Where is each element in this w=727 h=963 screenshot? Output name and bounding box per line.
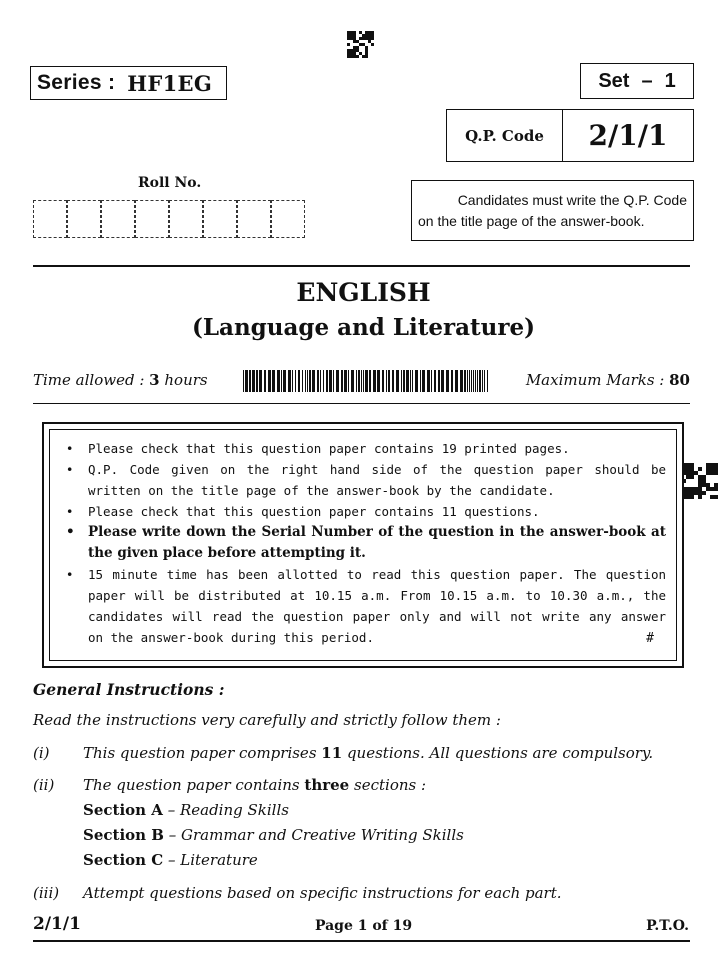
section-a-line: Section A – Reading Skills [83,801,289,819]
qr-code-side [682,463,718,499]
paper-title: ENGLISH [296,278,431,307]
section-c-line: Section C – Literature [83,851,258,869]
series-label: Series : [37,71,116,94]
qp-code-box [446,109,694,162]
qp-code-label: Q.P. Code [447,110,563,161]
time-label: Time allowed : [33,371,145,389]
section-b-line: Section B – Grammar and Creative Writing Skills [83,826,464,844]
roll-no-box [237,200,271,238]
series-box [30,66,227,100]
note-line-2: on the title page of the answer-book. [418,213,645,229]
time-allowed [33,371,208,389]
instruction-item: • Please write down the Serial Number of the question in the answer-book at the given place before attempting it. [62,522,666,564]
instruction-item: • Please check that this question paper contains 19 printed pages. [62,438,666,459]
instructions-list [62,438,666,648]
pto-label: P.T.O. [646,918,689,934]
paper-subtitle: (Language and Literature) [192,314,535,341]
roll-no-box [169,200,203,238]
marks-value: 80 [669,371,690,389]
roll-no-label: Roll No. [138,175,202,191]
roll-no-box [67,200,101,238]
set-value: 1 [664,69,676,92]
set-label: Set [598,69,630,92]
roll-no-boxes [33,200,305,238]
roll-no-box [271,200,305,238]
series-value: HF1EG [127,70,213,96]
general-instructions-heading: General Instructions : [33,680,225,699]
instruction-item: • 15 minute time has been allotted to read this question paper. The question paper will be distributed at 10.15 a.m. From 10.15 a.m. to 10.30 a.m., the candidates will read the question paper only and will not write any answer on the answer-book during this period. [62,564,666,648]
roll-no-box [135,200,169,238]
general-item-3: (iii) Attempt questions based on specific instructions for each part. [33,884,562,902]
instruction-item: • Q.P. Code given on the right hand side of the question paper should be written on the title page of the answer-book by the candidate. [62,459,666,501]
instructions-inner [49,429,677,661]
marks-label: Maximum Marks : [525,371,665,389]
meta-divider [33,403,690,404]
qp-code-note [411,180,694,241]
time-value: 3 [149,371,160,389]
hash-mark: # [646,631,654,646]
bottom-divider [33,940,690,942]
qr-code-top [347,31,374,58]
general-item-1: (i) This question paper comprises 11 questions. All questions are compulsory. [33,744,654,762]
set-box [580,63,694,99]
set-dash: – [641,69,653,92]
qp-code-value: 2/1/1 [588,119,668,152]
roll-no-box [33,200,67,238]
instruction-item: • Please check that this question paper contains 11 questions. [62,501,666,522]
general-item-2: (ii) The question paper contains three sections : [33,776,427,794]
roll-no-box [203,200,237,238]
roll-no-box [101,200,135,238]
barcode [243,370,489,392]
footer-qp-code: 2/1/1 [33,914,81,934]
note-line-1: Candidates must write the Q.P. Code [457,192,687,208]
instructions-box [42,422,684,668]
page-number: Page 1 of 19 [314,918,413,934]
general-instructions-intro: Read the instructions very carefully and strictly follow them : [33,711,501,729]
time-unit: hours [164,371,208,389]
maximum-marks [526,371,690,389]
top-divider [33,265,690,267]
